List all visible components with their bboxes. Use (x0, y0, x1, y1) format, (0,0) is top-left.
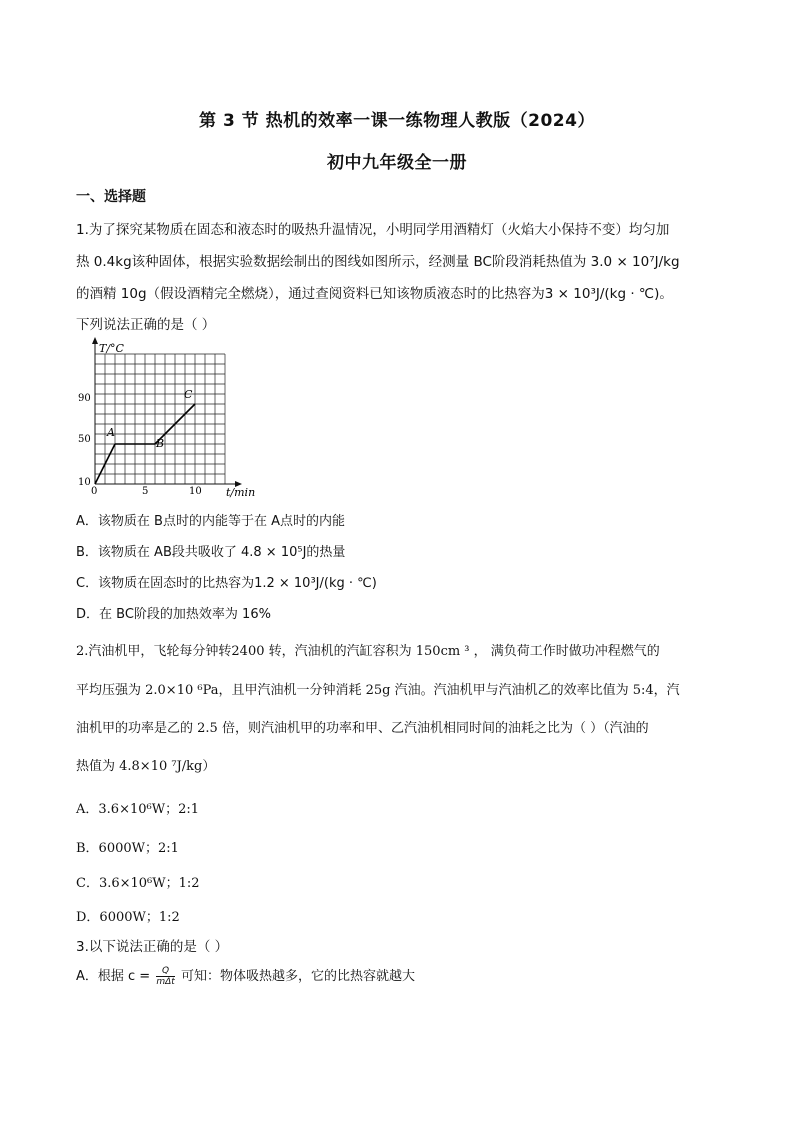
y-axis-arrow (92, 337, 98, 344)
x-axis-label: t/min (226, 486, 256, 499)
q2-option-c: C．3.6×10⁶W；1:2 (76, 876, 200, 891)
q3-option-a-suffix: 可知：物体吸热越多，它的比热容就越大 (180, 969, 415, 984)
q2-line-1: 2.汽油机甲，飞轮每分钟转2400 转，汽油机的汽缸容积为 150cm ³ ， 满负荷工作时做功冲程燃气的 (76, 644, 660, 659)
point-label-c: C (184, 388, 193, 401)
graph-grid (95, 354, 225, 484)
q3-stem: 3.以下说法正确的是（ ） (76, 939, 229, 955)
document-title: 第 3 节 热机的效率一课一练物理人教版（2024） (199, 111, 595, 131)
q1-line-4: 下列说法正确的是（ ） (76, 317, 216, 333)
q1-line-1: 1.为了探究某物质在固态和液态时的吸热升温情况，小明同学用酒精灯（火焰大小保持不变）均匀加 (76, 222, 670, 238)
document-subtitle: 初中九年级全一册 (327, 153, 467, 173)
q1-option-d: D．在 BC阶段的加热效率为 16% (76, 607, 271, 622)
temperature-time-graph (70, 336, 270, 502)
q1-option-a: A．该物质在 B点时的内能等于在 A点时的内能 (76, 514, 345, 529)
point-label-b: B (156, 437, 165, 450)
q2-line-3: 油机甲的功率是乙的 2.5 倍，则汽油机甲的功率和甲、乙汽油机相同时间的油耗之比为（ ）（汽油的 (76, 721, 649, 736)
y-tick-90: 90 (78, 393, 91, 404)
q2-option-b: B．6000W；2:1 (76, 841, 179, 856)
x-tick-5: 5 (142, 486, 149, 497)
q1-line-2: 热 0.4kg该种固体，根据实验数据绘制出的图线如图所示，经测量 BC阶段消耗热值为 3.0 × 10⁷J/kg (76, 254, 680, 270)
q3-option-a (76, 965, 415, 987)
q2-line-4: 热值为 4.8×10 ⁷J/kg） (76, 759, 216, 774)
q1-option-c: C．该物质在固态时的比热容为1.2 × 10³J/(kg · ℃) (76, 576, 377, 591)
x-tick-10: 10 (189, 486, 202, 497)
x-tick-0: 0 (91, 486, 98, 497)
q1-option-b: B．该物质在 AB段共吸收了 4.8 × 10⁵J的热量 (76, 545, 346, 560)
q2-line-2: 平均压强为 2.0×10 ⁶Pa，且甲汽油机一分钟消耗 25g 汽油。汽油机甲与汽油机乙的效率比值为 5:4，汽 (76, 683, 680, 698)
y-tick-50: 50 (78, 434, 91, 445)
y-axis-label: T/°C (99, 342, 124, 355)
formula-fraction (156, 966, 174, 987)
q2-option-a: A．3.6×10⁶W；2:1 (76, 802, 199, 817)
formula-denominator: mΔt (156, 977, 175, 987)
formula-numerator: Q (156, 966, 174, 977)
point-label-a: A (107, 426, 115, 439)
q3-option-a-prefix: A．根据 c = (76, 969, 151, 984)
graph-axes (92, 337, 242, 487)
section-heading: 一、选择题 (76, 189, 146, 205)
q1-line-3: 的酒精 10g（假设酒精完全燃烧），通过查阅资料已知该物质液态时的比热容为3 × 10³J/(kg · ℃)。 (76, 286, 673, 302)
q2-option-d: D．6000W；1:2 (76, 910, 180, 925)
y-tick-10: 10 (78, 477, 91, 488)
